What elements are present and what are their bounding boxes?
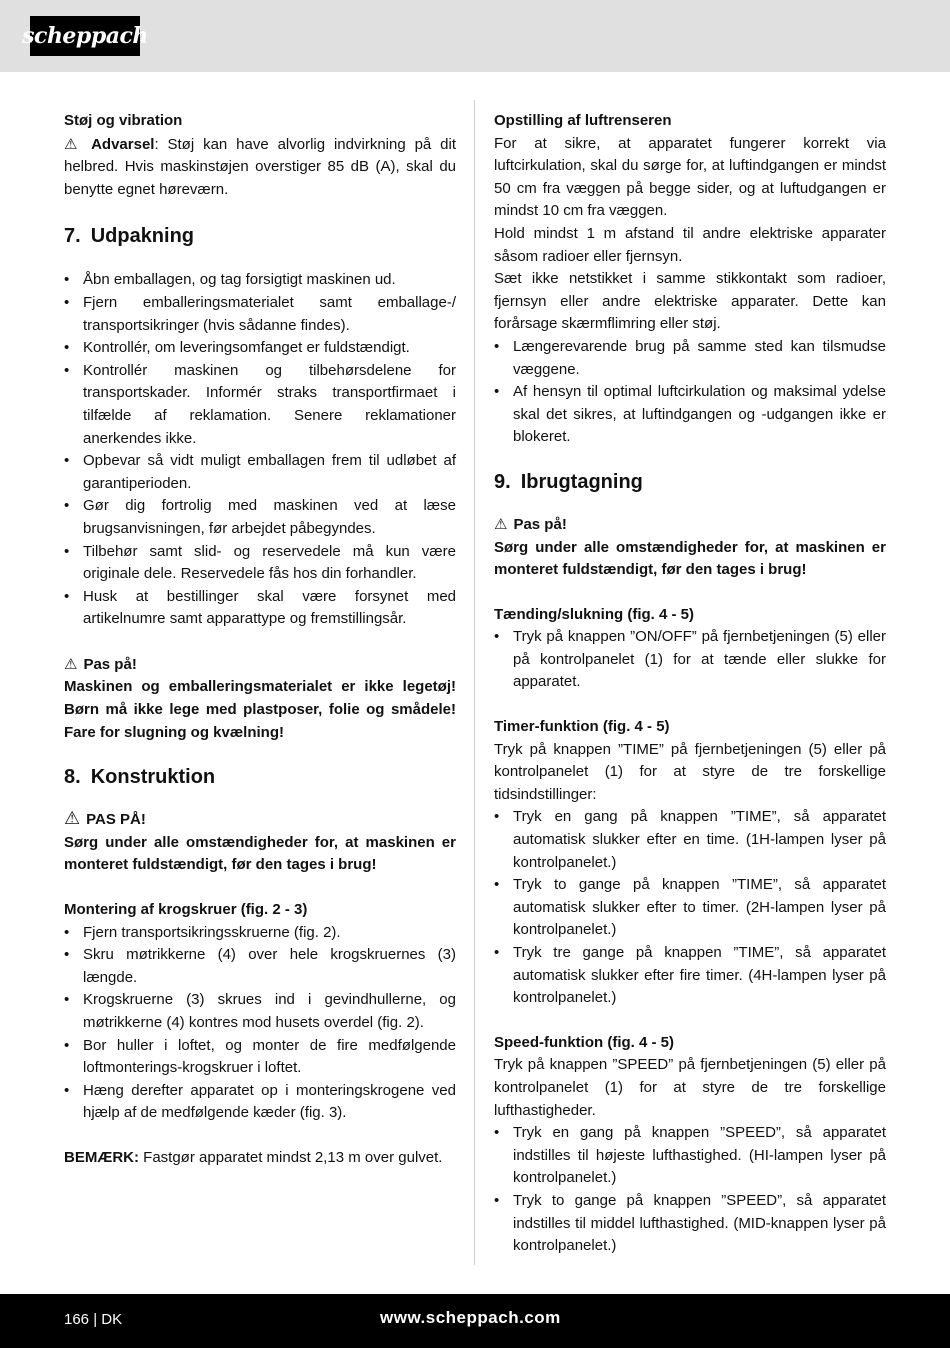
list-item: • Skru møtrikkerne (4) over hele krogskruernes (3) længde. xyxy=(64,946,456,986)
warning-icon: ⚠ xyxy=(64,654,78,673)
column-divider xyxy=(474,100,475,1265)
speed-heading: Speed-funktion (fig. 4 - 5) xyxy=(494,1033,674,1051)
section-7-number: 7. xyxy=(64,225,81,248)
noise-warning xyxy=(64,133,456,202)
right-column xyxy=(494,110,886,1258)
list-item: • Husk at bestillinger skal være forsynet med artikelnumre samt apparattype og fremstillingsår. xyxy=(64,587,456,628)
list-item: • Tryk en gang på knappen ”TIME”, så apparatet automatisk slukker efter en time. (1H-lampen lyser på kontrolpanelet.) xyxy=(494,808,886,871)
caution-heading: ⚠ Pas på! xyxy=(494,513,567,537)
section-9-number: 9. xyxy=(494,470,511,493)
setup-list xyxy=(494,336,886,449)
list-item: • Tryk tre gange på knappen ”TIME”, så apparatet automatisk slukker efter fire timer. (4H-lampen lyser på kontrolpanelet.) xyxy=(494,944,886,1007)
list-item: • Fjern emballeringsmaterialet samt emballage-/ transportsikringer (hvis sådanne findes). xyxy=(64,293,456,334)
caution-text: Sørg under alle omstændigheder for, at maskinen er monteret fuldstændigt, før den tages i brug! xyxy=(494,538,886,579)
note-label: BEMÆRK: xyxy=(64,1148,139,1166)
noise-heading: Støj og vibration xyxy=(64,112,183,129)
speed-intro: Tryk på knappen ”SPEED” på fjernbetjeningen (5) eller på kontrolpanelet (1) for at styre de tre forskellige lufthastigheder. xyxy=(494,1056,886,1119)
note-paragraph xyxy=(64,1147,456,1170)
warning-icon: ⚠ xyxy=(64,808,81,830)
list-item: • Opbevar så vidt muligt emballagen frem til udløbet af garantiperioden. xyxy=(64,452,456,492)
list-item: • Krogskruerne (3) skrues ind i gevindhullerne, og møtrikkerne (4) kontres mod husets overdel (fig. 2). xyxy=(64,991,456,1031)
unpacking-list xyxy=(64,269,456,631)
mounting-heading: Montering af krogskruer (fig. 2 - 3) xyxy=(64,901,308,919)
section-7-heading xyxy=(64,223,456,249)
list-item: • Længerevarende brug på samme sted kan tilsmudse væggene. xyxy=(494,337,886,378)
mounting-list xyxy=(64,922,456,1125)
warning-icon: ⚠ xyxy=(494,514,508,533)
list-item: • Bor huller i loftet, og monter de fire medfølgende loftmonterings-krogskruer i loftet. xyxy=(64,1036,456,1077)
section-7-title: Udpakning xyxy=(90,225,195,248)
list-item: • Tryk på knappen ”ON/OFF” på fjernbetjeningen (5) eller på kontrolpanelet (1) for at tænde eller slukke for apparatet. xyxy=(494,628,886,691)
noise-warning-text: : Støj kan have alvorlig indvirkning på dit helbred. Hvis maskinstøjen overstiger 85 dB (A), skal du benytte egnet høreværn. xyxy=(64,135,456,198)
setup-paragraph: Sæt ikke netstikket i samme stikkontakt som radioer, fjernsyn eller andre elektriske apparater. Dette kan forårsage skærmflimring eller støj. xyxy=(494,270,886,333)
caution-heading: ⚠ Pas på! xyxy=(64,653,137,677)
website-url: www.scheppach.com xyxy=(380,1308,561,1327)
page-header xyxy=(0,0,950,72)
section-9-heading xyxy=(494,469,886,495)
section-8-title: Konstruktion xyxy=(90,766,216,789)
onoff-list xyxy=(494,626,886,694)
list-item: • Tryk en gang på knappen ”SPEED”, så apparatet indstilles til højeste lufthastighed. (HI-lampen lyser på kontrolpanelet.) xyxy=(494,1124,886,1187)
caution-text: Sørg under alle omstændigheder for, at maskinen er monteret fuldstændigt, før den tages i brug! xyxy=(64,833,456,874)
timer-list xyxy=(494,806,886,1009)
page-footer xyxy=(0,1294,950,1348)
list-item: • Gør dig fortrolig med maskinen ved at læse brugsanvisningen, før arbejdet påbegyndes. xyxy=(64,497,456,537)
section-8-heading xyxy=(64,764,456,790)
setup-paragraph: For at sikre, at apparatet fungerer korrekt via luftcirkulation, skal du sørge for, at luftindgangen er mindst 50 cm fra væggen på begge sider, og at luftudgangen er mindst 10 cm fra væggen. xyxy=(494,134,886,220)
speed-list xyxy=(494,1122,886,1258)
list-item: • Åbn emballagen, og tag forsigtigt maskinen ud. xyxy=(64,271,396,289)
section-9-title: Ibrugtagning xyxy=(520,470,643,493)
onoff-heading: Tænding/slukning (fig. 4 - 5) xyxy=(494,605,694,623)
list-item: • Fjern transportsikringsskruerne (fig. 2). xyxy=(64,923,341,941)
list-item: • Af hensyn til optimal luftcirkulation og maksimal ydelse skal det sikres, at luftindgangen og -udgangen ikke er blokeret. xyxy=(494,383,886,446)
warning-icon: ⚠ xyxy=(64,134,83,153)
caution-text: Maskinen og emballeringsmaterialet er ikke legetøj! Børn må ikke lege med plastposer, folie og smådele! Fare for slugning og kvælning! xyxy=(64,678,456,741)
note-text: Fastgør apparatet mindst 2,13 m over gulvet. xyxy=(139,1148,443,1166)
caution-heading: ⚠ PAS PÅ! xyxy=(64,808,146,830)
section-8-number: 8. xyxy=(64,766,81,789)
timer-heading: Timer-funktion (fig. 4 - 5) xyxy=(494,718,670,736)
setup-paragraph: Hold mindst 1 m afstand til andre elektriske apparater såsom radioer eller fjernsyn. xyxy=(494,224,886,265)
list-item: • Tryk to gange på knappen ”SPEED”, så apparatet indstilles til middel lufthastighed. (MID-knappen lyser på kontrolpanelet.) xyxy=(494,1191,886,1255)
page-number: 166 | DK xyxy=(64,1311,123,1328)
list-item: • Kontrollér, om leveringsomfanget er fuldstændigt. xyxy=(64,339,410,357)
list-item: • Kontrollér maskinen og tilbehørsdelene for transportskader. Informér straks transportfirmaet i tilfælde af reklamation. Senere reklamationer anerkendes ikke. xyxy=(64,361,456,447)
list-item: • Tilbehør samt slid- og reservedele må kun være originale dele. Reservedele fås hos din forhandler. xyxy=(64,542,456,583)
list-item: • Hæng derefter apparatet op i monteringskrogene ved hjælp af de medfølgende kæder (fig. 3). xyxy=(64,1081,456,1122)
noise-warning-label: Advarsel xyxy=(91,135,155,153)
left-column xyxy=(64,110,456,1170)
timer-intro: Tryk på knappen ”TIME” på fjernbetjeningen (5) eller på kontrolpanelet (1) for at styre de tre forskellige tidsindstillinger: xyxy=(494,740,886,803)
setup-heading: Opstilling af luftrenseren xyxy=(494,112,672,129)
list-item: • Tryk to gange på knappen ”TIME”, så apparatet automatisk slukker efter to timer. (2H-lampen lyser på kontrolpanelet.) xyxy=(494,876,886,939)
scheppach-logo: scheppach xyxy=(30,16,140,56)
